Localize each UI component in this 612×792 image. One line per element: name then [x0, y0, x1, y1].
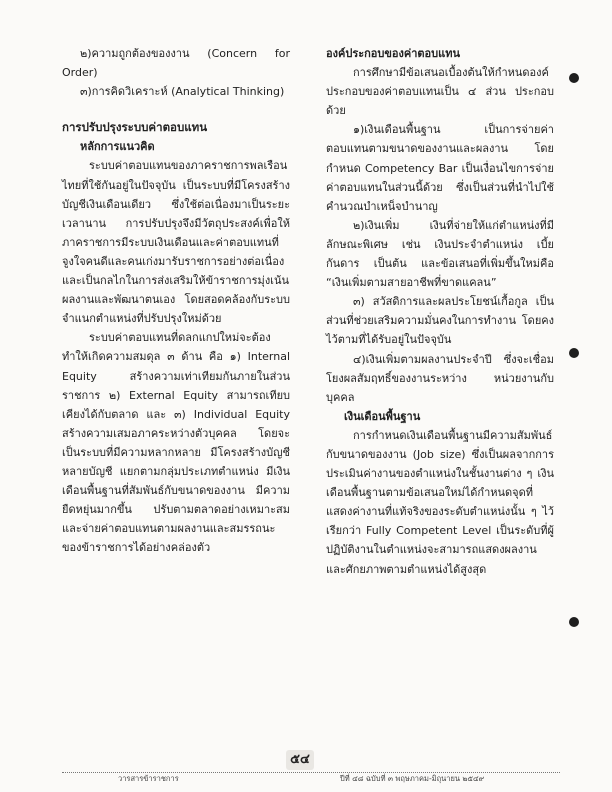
compensation-heading: องค์ประกอบของค่าตอบแทน [326, 47, 461, 60]
base-salary-heading: เงินเดือนพื้นฐาน [344, 409, 421, 423]
right-paragraph-allowance: ๒)เงินเพิ่ม เงินที่จ่ายให้แก่ตำแหน่งที่มีลักษณะพิเศษ เช่น เงินประจำตำแหน่ง เบี้ยกันดาร เป็นต้น และข้อเสนอที่เพิ่มขึ้นใหม่คือ “เงินเพิ่มตามสายอาชีพที่ขาดแคลน” [326, 218, 554, 290]
right-paragraph-base-salary: ๑)เงินเดือนพื้นฐาน เป็นการจ่ายค่าตอบแทนตามขนาดของงานและผลงาน โดยกำหนด Competency Bar เป็นเงื่อนไขการจ่ายค่าตอบแทนในส่วนนี้ด้วย ซึ่งเป็นส่วนที่นำไปใช้คำนวณบำเหน็จบำนาญ [326, 123, 554, 213]
section-heading: การปรับปรุงระบบค่าตอบแทน [62, 120, 208, 135]
left-paragraph-current-system: ระบบค่าตอบแทนของภาคราชการพลเรือนไทยที่ใช้กันอยู่ในปัจจุบัน เป็นระบบที่มีโครงสร้างบัญชีเงินเดือนเดียว ซึ่งใช้ต่อเนื่องมาเป็นระยะเวลานาน การปรับปรุงจึงมีวัตถุประสงค์เพื่อให้ภาคราชการมีระบบเงินเดือนและค่าตอบแทนที่จูงใจคนดีและคนเก่งมารับราชการอย่างต่อเนื่อง และเป็นกลไกในการส่งเสริมให้ข้าราชการมุ่งเน้นผลงานและพัฒนาตนเอง โดยสอดคล้องกับระบบจำแนกตำแหน่งที่ปรับปรุงใหม่ด้วย [62, 159, 290, 326]
footer-issue: ปีที่ ๔๘ ฉบับที่ ๓ พฤษภาคม-มิถุนายน ๒๕๔๙ [340, 774, 485, 783]
sub-heading: หลักการแนวคิด [80, 140, 155, 154]
page-number: ๕๔ [286, 750, 314, 770]
margin-bullet [569, 617, 579, 627]
footer-journal-name: วารสารข้าราชการ [118, 774, 179, 783]
right-paragraph-performance: ๔)เงินเพิ่มตามผลงานประจำปี ซึ่งจะเชื่อมโยงผลสัมฤทธิ์ของงานระหว่าง หน่วยงานกับบุคคล [326, 352, 554, 404]
right-paragraph-job-size: การกำหนดเงินเดือนพื้นฐานมีความสัมพันธ์กับขนาดของงาน (Job size) ซึ่งเป็นผลจากการประเมินค่างานของตำแหน่งในชั้นงานต่าง ๆ เงินเดือนพื้นฐานตามข้อเสนอใหม่ได้กำหนดจุดที่แสดงค่างานที่แท้จริงของระดับตำแหน่งนั้น ๆ ไว้ เรียกว่า Fully Competent Level เป็นระดับที่ผู้ปฏิบัติงานในตำแหน่งจะสามารถแสดงผลงานและศักยภาพตามตำแหน่งได้สูงสุด [326, 428, 554, 576]
right-paragraph-intro: การศึกษามีข้อเสนอเบื้องต้นให้กำหนดองค์ประกอบของค่าตอบแทนเป็น ๔ ส่วน ประกอบด้วย [326, 66, 554, 118]
right-column [326, 44, 554, 579]
right-paragraph-welfare: ๓) สวัสดิการและผลประโยชน์เกื้อกูล เป็นส่วนที่ช่วยเสริมความมั่นคงในการทำงาน โดยคงไว้ตามที่ได้รับอยู่ในปัจจุบัน [326, 295, 554, 347]
margin-bullet [569, 73, 579, 83]
left-paragraph-balance: ระบบค่าตอบแทนที่ดลกแกปใหม่จะต้องทำให้เกิดความสมดุล ๓ ด้าน คือ ๑) Internal Equity สร้างความเท่าเทียมกันภายในส่วนราชการ ๒) External Equity สามารถเทียบเคียงได้กับตลาด และ ๓) Individual Equity สร้างความเสมอภาคระหว่างตัวบุคคล โดยจะเป็นระบบที่มีความหลากหลาย มีโครงสร้างบัญชีหลายบัญชี แยกตามกลุ่มประเภทตำแหน่ง มีเงินเดือนพื้นฐานที่สัมพันธ์กับขนาดของงาน มีความยืดหยุ่นมากขึ้น ปรับตามตลาดอย่างเหมาะสม และจ่ายค่าตอบแทนตามผลงานและสมรรถนะของข้าราชการได้อย่างคล่องตัว [62, 331, 290, 555]
left-paragraph-concern-for-order: ๒)ความถูกต้องของงาน (Concern for Order) [62, 47, 290, 80]
left-column [62, 44, 290, 557]
left-paragraph-analytical-thinking: ๓)การคิดวิเคราะห์ (Analytical Thinking) [80, 85, 285, 99]
margin-bullet [569, 348, 579, 358]
